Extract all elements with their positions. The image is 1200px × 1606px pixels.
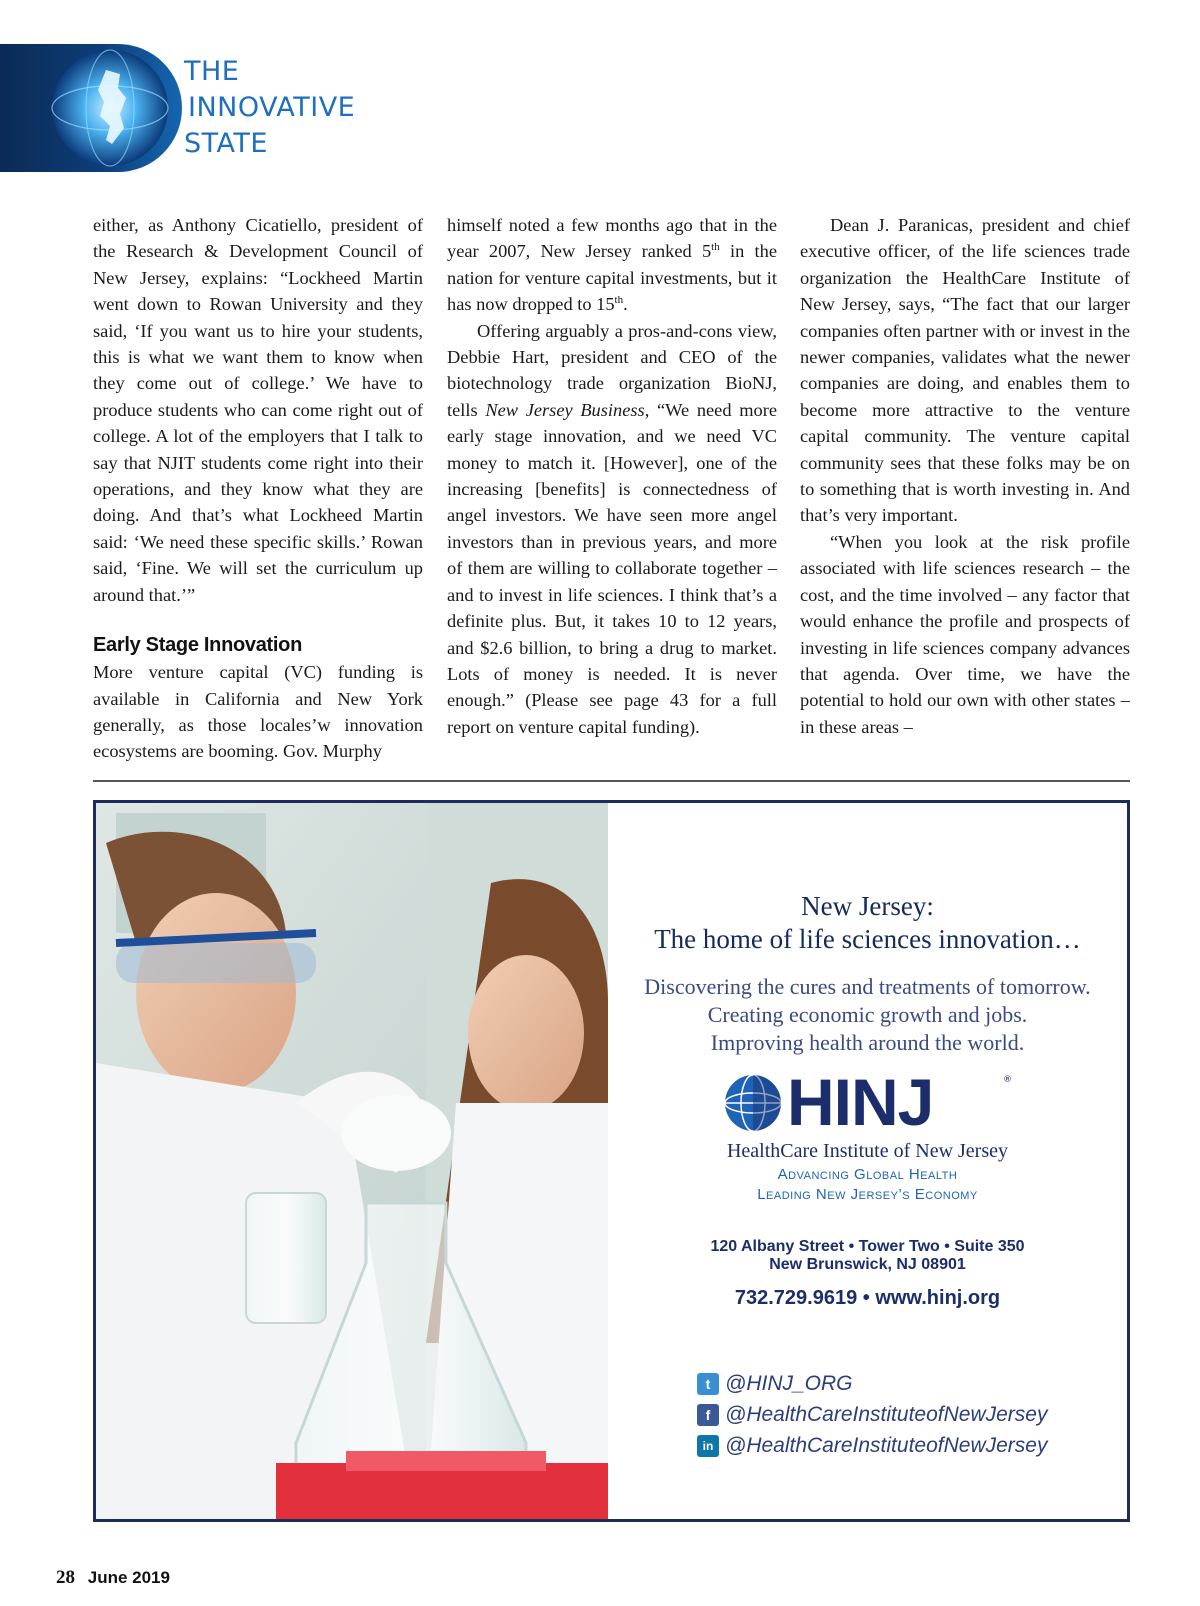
section-title-line: THE bbox=[184, 56, 240, 87]
social-facebook bbox=[697, 1401, 1097, 1429]
ad-contact: 732.729.9619 • www.hinj.org bbox=[734, 1287, 1001, 1309]
social-linkedin bbox=[697, 1432, 1097, 1460]
ad-headline: The home of life sciences innovation… bbox=[654, 924, 1081, 954]
linkedin-icon: in bbox=[697, 1435, 719, 1457]
twitter-icon: t bbox=[697, 1373, 719, 1395]
superscript: th bbox=[614, 294, 624, 307]
globe-logo-icon bbox=[723, 1073, 783, 1133]
superscript: th bbox=[711, 241, 720, 254]
text-run: . bbox=[623, 294, 628, 315]
globe-icon bbox=[40, 44, 180, 172]
subhead: Early Stage Innovation bbox=[93, 634, 303, 657]
lab-scientists-photo bbox=[96, 803, 608, 1519]
paragraph: Dean J. Paranicas, president and chief executive officer, of the life sciences trade organization the HealthCare Institute of New Jersey, says, “The fact that our larger companies often partner with or invest in the newer companies, validates what the newer companies are doing, and enables them to become more attractive to the venture capital community. The venture capital community sees that these folks may be on to something that is worth investing in. And that’s very important. bbox=[800, 215, 1130, 526]
ad-tagline: Creating economic growth and jobs. bbox=[707, 1002, 1028, 1027]
paragraph: “When you look at the risk profile associated with life sciences research – the cost, and the time involved – any factor that would enhance the profile and prospects of investing in life sciences company advances that agenda. Over time, we have the potential to hold our own with other states – in these areas – bbox=[800, 531, 1130, 737]
page-number: 28 bbox=[56, 1567, 75, 1588]
ad-headline: New Jersey: bbox=[801, 891, 934, 921]
divider-rule bbox=[93, 780, 1130, 782]
logo-wordmark: HINJ bbox=[787, 1065, 934, 1139]
ad-copy bbox=[608, 803, 1127, 1519]
ad-organization-name: HealthCare Institute of New Jersey bbox=[726, 1140, 1008, 1162]
registered-mark: ® bbox=[1003, 1075, 1012, 1085]
ad-address: New Brunswick, NJ 08901 bbox=[769, 1256, 966, 1273]
article-column-2 bbox=[447, 212, 777, 740]
paragraph: either, as Anthony Cicatiello, president of the Research & Development Council of New Jersey, explains: “Lockheed Martin went down to Rowan University and they said, ‘If you want us to hire your students, this is what we want them to know when they come out of college.’ We have to produce students who can come right out of college. A lot of the employers that I talk to say that NJIT students come right into their operations, and they know what they are doing. And that’s what Lockheed Martin said: ‘We need these specific skills.’ Rowan said, ‘Fine. We will set the curriculum up around that.’” bbox=[93, 215, 423, 605]
social-handle: @HealthCareInstituteofNewJersey bbox=[725, 1403, 1048, 1426]
publication-title: New Jersey Business bbox=[485, 399, 645, 420]
paragraph: More venture capital (VC) funding is available in California and New York generally, as those locales’w innovation ecosystems are booming. Gov. Murphy bbox=[93, 662, 423, 762]
paragraph bbox=[447, 318, 777, 741]
text-run: , “We need more early stage innovation, and we need VC money to match it. [However], one of the increasing [benefits] is connectedness of angel investors. We have seen more angel investors than in previous years, and more of them are willing to collaborate together – and to invest in life sciences. I think that’s a definite plus. But, it takes 10 to 12 years, and $2.6 billion, to bring a drug to market. Lots of money is needed. It is never enough.” (Please see page 43 for a full report on venture capital funding). bbox=[447, 399, 777, 737]
page-folio bbox=[56, 1567, 170, 1589]
hinj-logo bbox=[715, 1065, 1015, 1139]
section-title bbox=[184, 54, 384, 162]
text-run: Offering arguably a pros-and-cons view, Debbie Hart, president and CEO of the biotechnology trade organization BioNJ, tells bbox=[447, 320, 777, 420]
social-handle: @HINJ_ORG bbox=[725, 1372, 853, 1395]
facebook-icon: f bbox=[697, 1404, 719, 1426]
ad-slogan: Advancing Global Health bbox=[777, 1166, 958, 1183]
issue-date: June 2019 bbox=[87, 1568, 170, 1587]
ad-slogan: Leading New Jersey’s Economy bbox=[757, 1186, 978, 1203]
social-handle: @HealthCareInstituteofNewJersey bbox=[725, 1434, 1048, 1457]
social-twitter bbox=[697, 1370, 1097, 1398]
section-title-line: INNOVATIVE bbox=[188, 92, 356, 123]
ad-tagline: Improving health around the world. bbox=[710, 1030, 1025, 1055]
paragraph bbox=[447, 212, 777, 318]
text-run: himself noted a few months ago that in the year 2007, New Jersey ranked 5 bbox=[447, 215, 777, 262]
advertisement bbox=[93, 800, 1130, 1522]
article-column-1 bbox=[93, 212, 423, 765]
ad-address: 120 Albany Street • Tower Two • Suite 350 bbox=[710, 1238, 1025, 1255]
ad-tagline: Discovering the cures and treatments of tomorrow. bbox=[644, 974, 1091, 999]
section-badge bbox=[0, 44, 182, 172]
article-column-3 bbox=[800, 212, 1130, 740]
section-title-line: STATE bbox=[184, 128, 268, 159]
text-run: in the nation for venture capital investments, but it has now dropped to 15 bbox=[447, 241, 777, 315]
